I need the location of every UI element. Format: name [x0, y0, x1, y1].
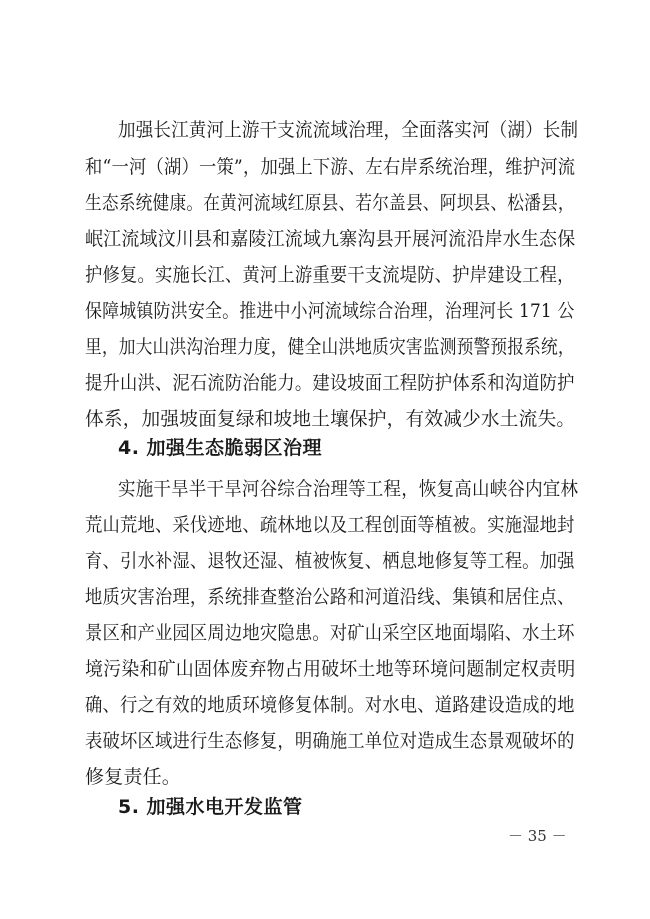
- section-heading-5: 5. 加强水电开发监管: [118, 796, 303, 818]
- paragraph-2-line-6: 境污染和矿山固体废弃物占用破坏土地等环境问题制定权责明: [85, 658, 576, 680]
- paragraph-1-line-3: 生态系统健康。在黄河流域红原县、若尔盖县、阿坝县、松潘县，: [85, 192, 575, 214]
- paragraph-1-line-5: 护修复。实施长江、黄河上游重要干支流堤防、护岸建设工程，: [85, 264, 575, 286]
- paragraph-1-line-2: 和“一河（湖）一策”，加强上下游、左右岸系统治理，维护河流: [85, 156, 576, 178]
- paragraph-2-line-8: 表破坏区域进行生态修复，明确施工单位对造成生态景观破坏的: [85, 730, 575, 752]
- paragraph-1-line-4: 岷江流域汶川县和嘉陵江流域九寨沟县开展河流沿岸水生态保: [85, 228, 576, 250]
- paragraph-1-line-7: 里，加大山洪沟治理力度，健全山洪地质灾害监测预警预报系统，: [85, 336, 575, 358]
- paragraph-2-line-7: 确、行之有效的地质环境修复体制。对水电、道路建设造成的地: [85, 694, 575, 716]
- paragraph-2-line-4: 地质灾害治理，系统排查整治公路和河道沿线、集镇和居住点、: [85, 586, 575, 608]
- section-heading-4: 4. 加强生态脆弱区治理: [118, 437, 323, 459]
- paragraph-2-line-2: 荒山荒地、采伐迹地、疏林地以及工程创面等植被。实施湿地封: [85, 514, 575, 536]
- paragraph-2-line-3: 育、引水补湿、退牧还湿、植被恢复、栖息地修复等工程。加强: [85, 550, 575, 572]
- page-number: － 35 －: [508, 827, 567, 845]
- paragraph-2-line-5: 景区和产业园区周边地灾隐患。对矿山采空区地面塌陷、水土环: [85, 622, 575, 644]
- paragraph-1-line-8: 提升山洪、泥石流防治能力。建设坡面工程防护体系和沟道防护: [85, 372, 575, 394]
- paragraph-1-line-1: 加强长江黄河上游干支流流域治理，全面落实河（湖）长制: [118, 119, 579, 141]
- paragraph-2-line-1: 实施干旱半干旱河谷综合治理等工程，恢复高山峡谷内宜林: [118, 478, 579, 500]
- paragraph-1-line-9: 体系，加强坡面复绿和坡地土壤保护，有效减少水土流失。: [85, 408, 576, 430]
- paragraph-1-line-6: 保障城镇防洪安全。推进中小河流域综合治理，治理河长 171 公: [85, 300, 575, 322]
- paragraph-2-line-9: 修复责任。: [85, 766, 182, 788]
